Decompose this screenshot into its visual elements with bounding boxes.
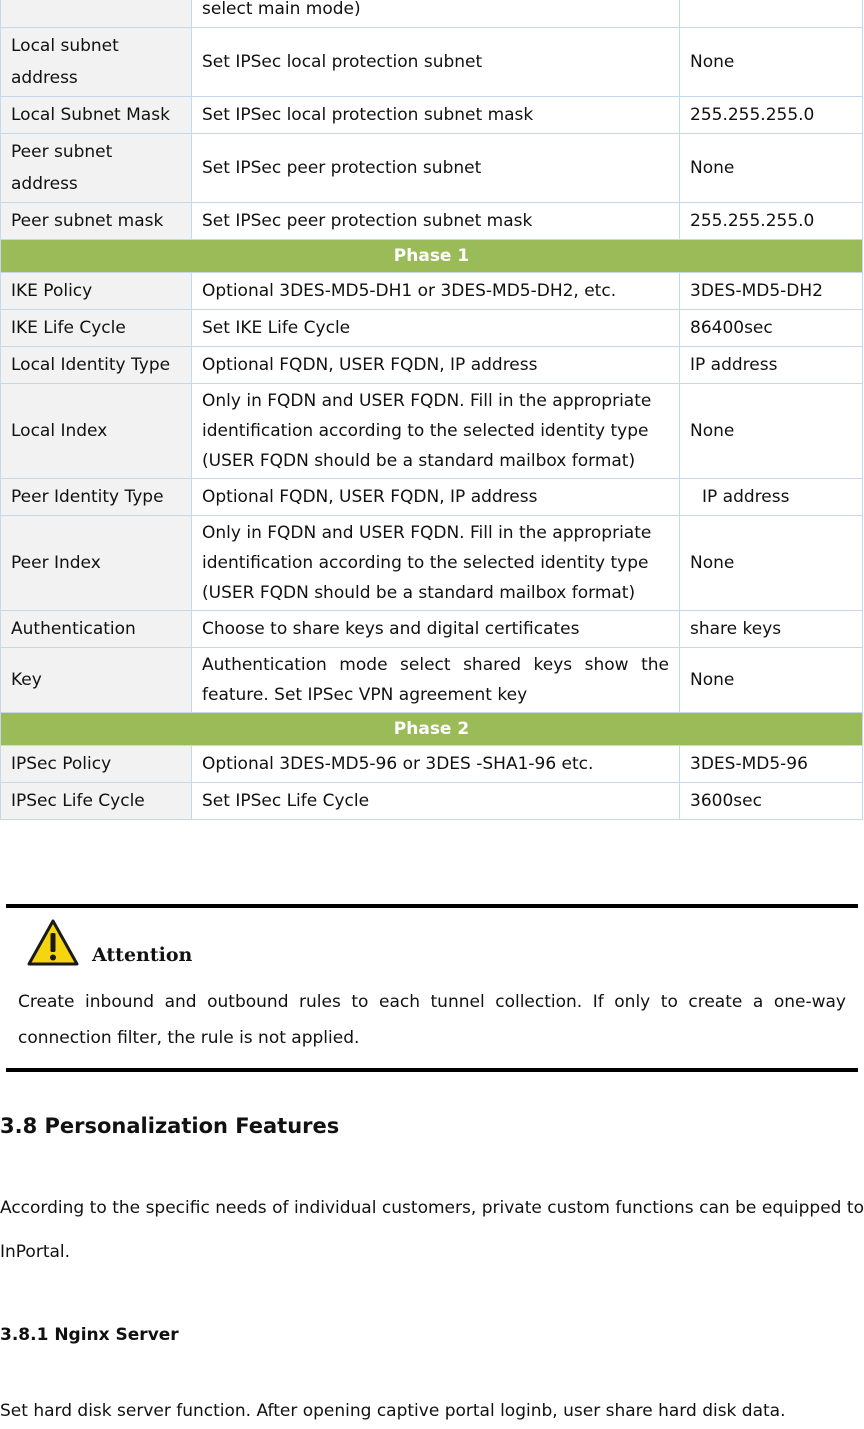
param-desc-cell: Set IPSec Life Cycle <box>192 783 680 820</box>
param-default-cell: 3DES-MD5-DH2 <box>680 273 863 310</box>
param-desc-cell: Only in FQDN and USER FQDN. Fill in the appropriate identification according to the selected identity type (USER FQDN should be a standard mailbox format) <box>192 516 680 611</box>
table-row <box>1 273 863 310</box>
param-default-cell: None <box>680 384 863 479</box>
param-desc-cell: Optional FQDN, USER FQDN, IP address <box>192 479 680 516</box>
param-name-cell: Authentication <box>1 611 192 648</box>
param-desc-cell: Set IPSec peer protection subnet <box>192 134 680 203</box>
param-desc-cell: Only in FQDN and USER FQDN. Fill in the appropriate identification according to the selected identity type (USER FQDN should be a standard mailbox format) <box>192 384 680 479</box>
phase-2-header-row <box>1 713 863 746</box>
param-desc-cell: Optional FQDN, USER FQDN, IP address <box>192 347 680 384</box>
phase-1-label: Phase 1 <box>1 240 863 273</box>
section-heading: 3.8 Personalization Features <box>0 1114 340 1138</box>
param-desc-cell: Set IPSec peer protection subnet mask <box>192 203 680 240</box>
table-row <box>1 347 863 384</box>
param-name-cell: Local subnet address <box>1 28 192 97</box>
param-default-cell: 255.255.255.0 <box>680 97 863 134</box>
param-name-cell: Local Index <box>1 384 192 479</box>
table-row <box>1 384 863 479</box>
param-desc-cell: Set IKE Life Cycle <box>192 310 680 347</box>
param-default-cell: 3DES-MD5-96 <box>680 746 863 783</box>
param-default-cell: 86400sec <box>680 310 863 347</box>
param-name-cell: Local Identity Type <box>1 347 192 384</box>
param-desc-cell: Set IPSec local protection subnet mask <box>192 97 680 134</box>
param-default-cell: share keys <box>680 611 863 648</box>
param-default-cell: None <box>680 28 863 97</box>
table-row <box>1 746 863 783</box>
table-row <box>1 97 863 134</box>
section-paragraph: According to the specific needs of individual customers, private custom functions can be equipped to InPortal. <box>0 1198 864 1262</box>
param-name-cell: IPSec Life Cycle <box>1 783 192 820</box>
param-name-cell <box>1 0 192 28</box>
attention-title: Attention <box>92 944 193 966</box>
attention-box <box>6 904 858 1072</box>
table-row <box>1 134 863 203</box>
subsection-heading: 3.8.1 Nginx Server <box>0 1325 179 1345</box>
param-name-cell: Peer Identity Type <box>1 479 192 516</box>
warning-triangle-icon <box>26 918 80 968</box>
param-name-cell: IKE Policy <box>1 273 192 310</box>
table-row <box>1 611 863 648</box>
param-default-cell: IP address <box>680 479 863 516</box>
param-name-cell: Peer Index <box>1 516 192 611</box>
param-name-cell: Key <box>1 648 192 713</box>
param-desc-cell: Optional 3DES-MD5-96 or 3DES -SHA1-96 etc. <box>192 746 680 783</box>
param-desc-cell: select main mode) <box>192 0 680 28</box>
param-desc-cell: Choose to share keys and digital certificates <box>192 611 680 648</box>
param-name-cell: IPSec Policy <box>1 746 192 783</box>
param-desc-cell: Optional 3DES-MD5-DH1 or 3DES-MD5-DH2, etc. <box>192 273 680 310</box>
param-desc-cell: Authentication mode select shared keys show the feature. Set IPSec VPN agreement key <box>192 648 680 713</box>
table-row <box>1 783 863 820</box>
table-row <box>1 479 863 516</box>
attention-header <box>26 918 192 968</box>
param-default-cell <box>680 0 863 28</box>
param-name-cell: Local Subnet Mask <box>1 97 192 134</box>
subsection-paragraph: Set hard disk server function. After opening captive portal loginb, user share hard disk data. <box>0 1401 786 1421</box>
param-default-cell: None <box>680 648 863 713</box>
param-desc-cell: Set IPSec local protection subnet <box>192 28 680 97</box>
param-name-cell: Peer subnet mask <box>1 203 192 240</box>
param-default-cell: None <box>680 134 863 203</box>
param-default-cell: 3600sec <box>680 783 863 820</box>
table-row <box>1 310 863 347</box>
table-row <box>1 516 863 611</box>
phase-2-label: Phase 2 <box>1 713 863 746</box>
phase-1-header-row <box>1 240 863 273</box>
param-name-cell: Peer subnet address <box>1 134 192 203</box>
table-row <box>1 648 863 713</box>
table-row <box>1 203 863 240</box>
param-default-cell: IP address <box>680 347 863 384</box>
table-row <box>1 28 863 97</box>
param-default-cell: 255.255.255.0 <box>680 203 863 240</box>
param-default-cell: None <box>680 516 863 611</box>
table-row <box>1 0 863 28</box>
param-name-cell: IKE Life Cycle <box>1 310 192 347</box>
attention-text: Create inbound and outbound rules to each tunnel collection. If only to create a one-way connection filter, the rule is not applied. <box>18 992 846 1048</box>
